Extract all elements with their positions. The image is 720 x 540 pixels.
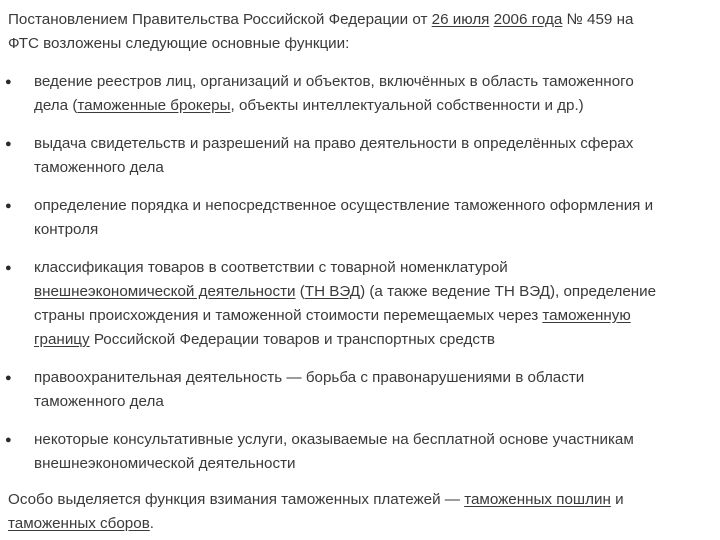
year-link[interactable]: 2006 года bbox=[493, 11, 563, 28]
outro-line-2: таможенных сборов. bbox=[8, 515, 154, 532]
list-item: ● правоохранительная деятельность — борьба с правонарушениями в области таможенного дела bbox=[8, 366, 712, 414]
tn-ved-link[interactable]: ТН ВЭД bbox=[304, 283, 361, 300]
list-item: ● некоторые консультативные услуги, оказываемые на бесплатной основе участникам внешнеэкономической деятельности bbox=[8, 428, 712, 476]
intro-paragraph bbox=[8, 8, 712, 56]
list-item: ● классификация товаров в соответствии с товарной номенклатурой внешнеэкономической деятельности (ТН ВЭД) (а также ведение ТН ВЭД), определение страны происхождения и таможенной стоимости перемещаемых через таможенную границу Российской Федерации товаров и транспортных средств bbox=[8, 256, 712, 352]
customs-duties-link[interactable]: таможенных пошлин bbox=[464, 491, 611, 508]
decree-number-text: № 459 на bbox=[562, 11, 634, 28]
intro-text: Постановлением Правительства Российской Федерации от bbox=[8, 11, 432, 28]
list-item: ● выдача свидетельств и разрешений на право деятельности в определённых сферах таможенного дела bbox=[8, 132, 712, 180]
intro-line-1 bbox=[8, 8, 712, 32]
bullet-icon: ● bbox=[5, 372, 12, 384]
customs-border-link-part2[interactable]: границу bbox=[34, 331, 90, 348]
functions-list bbox=[5, 70, 712, 476]
bullet-icon: ● bbox=[5, 138, 12, 150]
customs-border-link-part1[interactable]: таможенную bbox=[542, 307, 631, 324]
outro-line-1: Особо выделяется функция взимания таможенных платежей — таможенных пошлин и bbox=[8, 491, 624, 508]
foreign-economic-activity-link[interactable]: внешнеэкономической деятельности bbox=[34, 283, 296, 300]
bullet-icon: ● bbox=[5, 434, 12, 446]
list-item: ● ведение реестров лиц, организаций и объектов, включённых в область таможенного дела (таможенные брокеры, объекты интеллектуальной собственности и др.) bbox=[8, 70, 712, 118]
bullet-icon: ● bbox=[5, 76, 12, 88]
customs-fees-link[interactable]: таможенных сборов bbox=[8, 515, 150, 532]
bullet-icon: ● bbox=[5, 200, 12, 212]
outro-paragraph bbox=[8, 488, 712, 536]
list-item: ● определение порядка и непосредственное осуществление таможенного оформления и контроля bbox=[8, 194, 712, 242]
customs-brokers-link[interactable]: таможенные брокеры bbox=[77, 97, 231, 114]
bullet-icon: ● bbox=[5, 262, 12, 274]
document-page bbox=[5, 8, 712, 536]
date-link[interactable]: 26 июля bbox=[431, 11, 490, 28]
intro-line-2: ФТС возложены следующие основные функции: bbox=[8, 35, 350, 52]
